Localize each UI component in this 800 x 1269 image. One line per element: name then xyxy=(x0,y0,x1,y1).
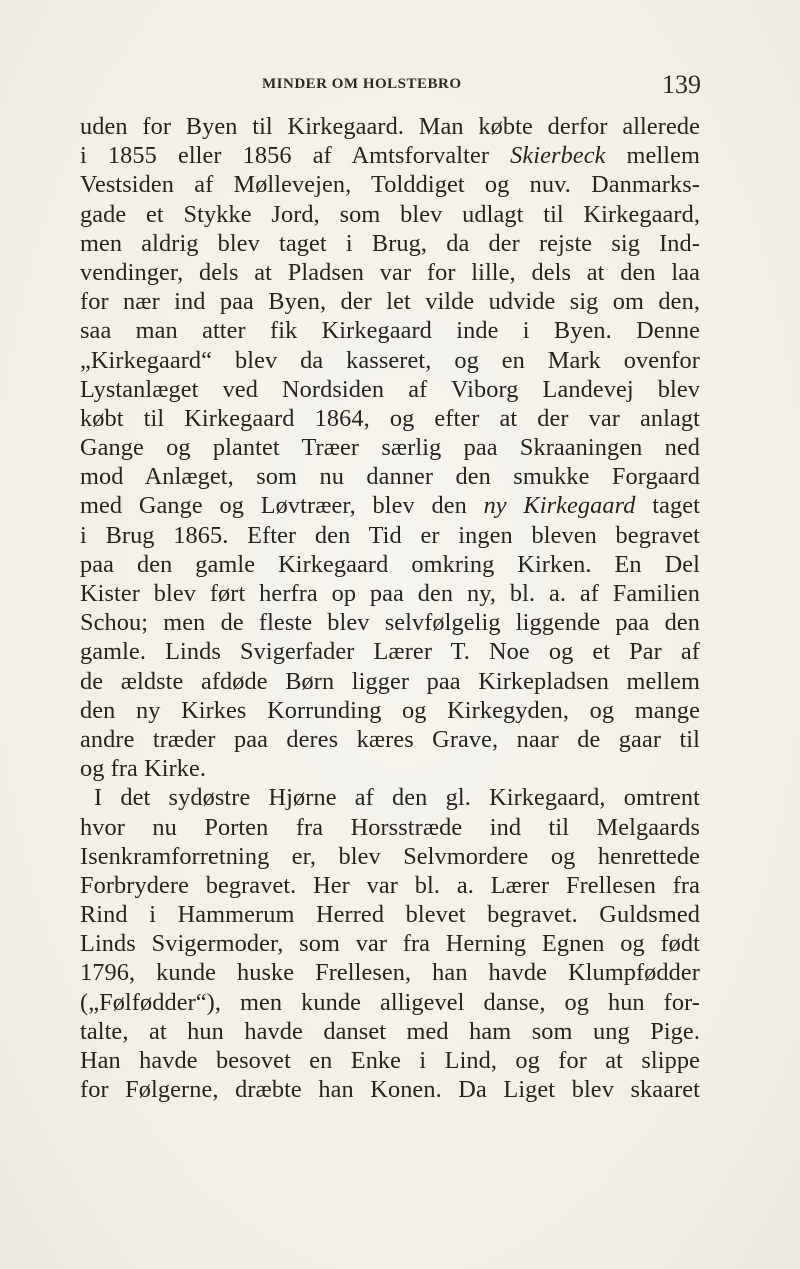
text-line xyxy=(80,929,700,958)
text-run: vendinger, dels at Pladsen var for lille, dels at den laa xyxy=(80,258,700,286)
text-run: talte, at hun havde danset med ham som ung Pige. xyxy=(80,1017,700,1045)
text-line xyxy=(80,287,700,316)
text-line xyxy=(80,813,700,842)
text-line xyxy=(80,1017,700,1046)
text-run: Lystanlæget ved Nordsiden af Viborg Landevej blev xyxy=(80,375,700,403)
text-run: og fra Kirke. xyxy=(80,755,207,783)
text-run: paa den gamle Kirkegaard omkring Kirken. En Del xyxy=(80,550,700,578)
text-line xyxy=(80,667,700,696)
text-line xyxy=(80,346,700,375)
paragraph xyxy=(80,783,700,1104)
text-line xyxy=(80,404,700,433)
text-run: I det sydøstre Hjørne af den gl. Kirkegaard, omtrent xyxy=(94,784,700,812)
text-line xyxy=(80,988,700,1017)
text-run: mod Anlæget, som nu danner den smukke Forgaard xyxy=(80,463,700,491)
text-run: Isenkramforretning er, blev Selvmordere og henrettede xyxy=(80,842,700,870)
text-line xyxy=(80,608,700,637)
text-run: hvor nu Porten fra Horsstræde ind til Melgaards xyxy=(80,813,700,841)
text-line xyxy=(80,871,700,900)
text-run: men aldrig blev taget i Brug, da der rejste sig Ind- xyxy=(80,229,700,257)
text-line xyxy=(80,842,700,871)
text-line xyxy=(80,579,700,608)
text-line xyxy=(80,258,700,287)
text-run: Rind i Hammerum Herred blevet begravet. Guldsmed xyxy=(80,901,700,929)
text-line xyxy=(80,316,700,345)
text-line xyxy=(80,1046,700,1075)
italic-text: Skierbeck xyxy=(510,142,606,170)
text-run: („Følfødder“), men kunde alligevel danse, og hun for- xyxy=(80,988,700,1016)
text-line xyxy=(80,550,700,579)
text-line xyxy=(80,637,700,666)
text-run: i Brug 1865. Efter den Tid er ingen bleven begravet xyxy=(80,521,700,549)
text-run: andre træder paa deres kæres Grave, naar de gaar til xyxy=(80,725,700,753)
page-number: 139 xyxy=(662,70,701,99)
text-run: „Kirkegaard“ blev da kasseret, og en Mark ovenfor xyxy=(80,346,700,374)
text-run: gade et Stykke Jord, som blev udlagt til Kirkegaard, xyxy=(80,200,700,228)
text-run: mellem xyxy=(605,142,700,170)
running-head: MINDER OM HOLSTEBRO xyxy=(262,76,462,92)
text-run: den ny Kirkes Korrunding og Kirkegyden, og mange xyxy=(80,696,700,724)
text-line xyxy=(80,375,700,404)
text-line xyxy=(80,170,700,199)
text-run: taget xyxy=(635,492,700,520)
text-run: Schou; men de fleste blev selvfølgelig liggende paa den xyxy=(80,609,700,637)
text-run: saa man atter fik Kirkegaard inde i Byen. Denne xyxy=(80,317,700,345)
text-line xyxy=(80,1075,700,1104)
text-run: Gange og plantet Træer særlig paa Skraaningen ned xyxy=(80,434,700,462)
text-line xyxy=(80,725,700,754)
text-line xyxy=(80,783,700,812)
text-run: med Gange og Løvtræer, blev den xyxy=(80,492,484,520)
italic-text: ny Kirkegaard xyxy=(483,492,636,520)
text-line xyxy=(80,200,700,229)
text-run: Kister blev ført herfra op paa den ny, bl. a. af Familien xyxy=(80,580,700,607)
text-run: Han havde besovet en Enke i Lind, og for at slippe xyxy=(80,1047,700,1074)
text-line xyxy=(80,229,700,258)
text-run: gamle. Linds Svigerfader Lærer T. Noe og et Par af xyxy=(80,638,700,666)
text-line xyxy=(80,754,700,783)
text-line xyxy=(80,141,700,170)
text-line xyxy=(80,958,700,987)
text-run: uden for Byen til Kirkegaard. Man købte derfor allerede xyxy=(80,113,700,140)
text-run: 1796, kunde huske Frellesen, han havde Klumpfødder xyxy=(80,959,700,987)
text-line xyxy=(80,900,700,929)
text-run: for nær ind paa Byen, der let vilde udvide sig om den, xyxy=(80,288,700,316)
text-line xyxy=(80,491,700,520)
text-line xyxy=(80,462,700,491)
paragraph xyxy=(80,112,700,783)
text-run: Forbrydere begravet. Her var bl. a. Lærer Frellesen fra xyxy=(80,871,700,899)
text-line xyxy=(80,433,700,462)
text-line xyxy=(80,521,700,550)
text-run: i 1855 eller 1856 af Amtsforvalter xyxy=(80,142,511,170)
text-run: Vestsiden af Møllevejen, Tolddiget og nuv. Danmarks- xyxy=(80,171,700,199)
body-text xyxy=(80,112,700,1104)
text-line xyxy=(80,112,700,141)
text-run: for Følgerne, dræbte han Konen. Da Liget blev skaaret xyxy=(80,1076,700,1104)
text-run: de ældste afdøde Børn ligger paa Kirkepladsen mellem xyxy=(80,667,700,695)
text-run: købt til Kirkegaard 1864, og efter at der var anlagt xyxy=(80,404,700,432)
text-line xyxy=(80,696,700,725)
text-run: Linds Svigermoder, som var fra Herning Egnen og født xyxy=(80,930,700,958)
